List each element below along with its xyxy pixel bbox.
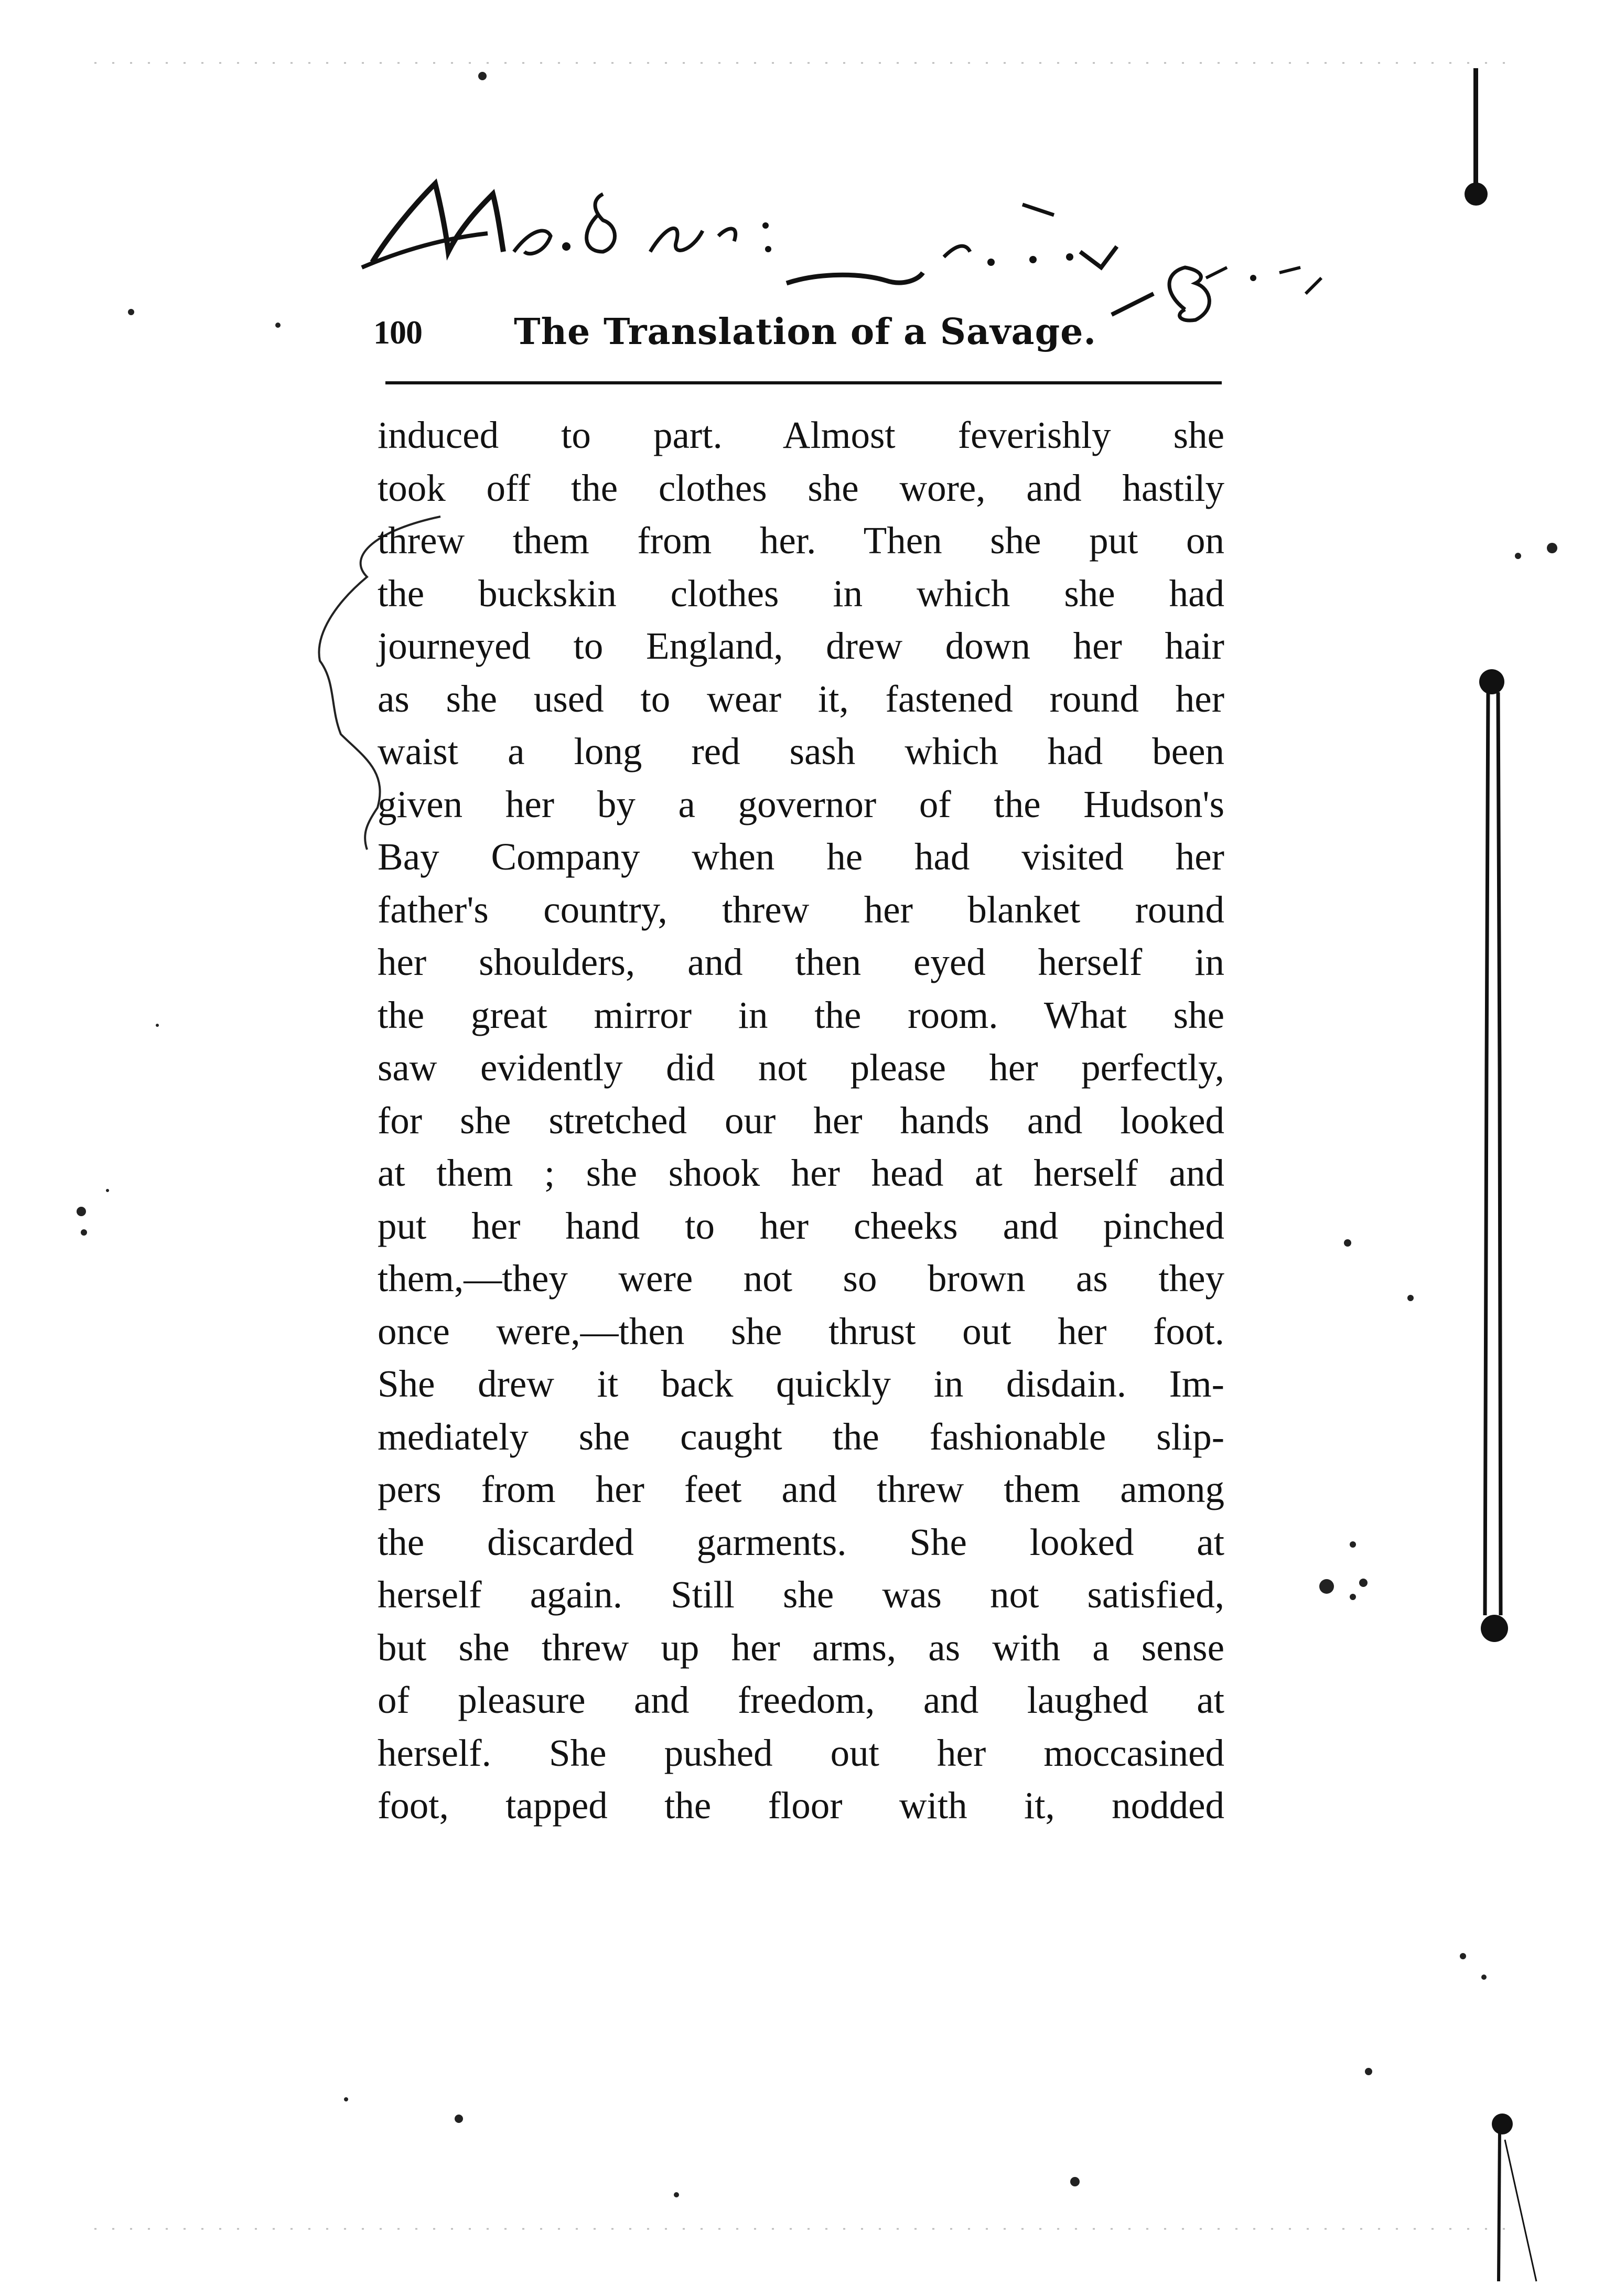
text-line: the buckskin clothes in which she had xyxy=(378,572,1224,615)
text-line: put her hand to her cheeks and pinched xyxy=(378,1204,1224,1247)
right-margin-bar-top xyxy=(1465,68,1488,206)
text-line: She drew it back quickly in disdain. Im- xyxy=(378,1362,1224,1405)
header-rule xyxy=(385,381,1222,384)
running-header xyxy=(367,307,1248,364)
right-margin-bar-middle xyxy=(1479,669,1508,1642)
text-line: mediately she caught the fashionable slip- xyxy=(378,1415,1224,1458)
text-line: her shoulders, and then eyed herself in xyxy=(378,941,1224,983)
body-text xyxy=(378,409,1224,1832)
text-line: at them ; she shook her head at herself and xyxy=(378,1152,1224,1194)
text-line: given her by a governor of the Hudson's xyxy=(378,782,1224,825)
text-line: the great mirror in the room. What she xyxy=(378,993,1224,1036)
text-line: waist a long red sash which had been xyxy=(378,730,1224,773)
text-line: herself again. Still she was not satisfied, xyxy=(378,1573,1224,1616)
text-line: threw them from her. Then she put on xyxy=(378,519,1224,562)
text-line: journeyed to England, drew down her hair xyxy=(378,625,1224,667)
text-line: them,—they were not so brown as they xyxy=(378,1257,1224,1300)
text-line: herself. She pushed out her moccasined xyxy=(378,1731,1224,1774)
text-line: of pleasure and freedom, and laughed at xyxy=(378,1679,1224,1721)
text-line: for she stretched our her hands and looked xyxy=(378,1099,1224,1142)
text-line: induced to part. Almost feverishly she xyxy=(378,414,1224,456)
page-number: 100 xyxy=(373,314,422,351)
text-line: Bay Company when he had visited her xyxy=(378,835,1224,878)
running-title: The Translation of a Savage. xyxy=(514,311,1097,353)
text-line: took off the clothes she wore, and hastily xyxy=(378,466,1224,509)
text-line: foot, tapped the floor with it, nodded xyxy=(378,1784,1224,1827)
text-line: father's country, threw her blanket round xyxy=(378,888,1224,931)
text-line: as she used to wear it, fastened round her xyxy=(378,677,1224,720)
right-margin-bar-bottom xyxy=(1492,2113,1536,2281)
text-line: the discarded garments. She looked at xyxy=(378,1520,1224,1563)
text-line: once were,—then she thrust out her foot. xyxy=(378,1310,1224,1353)
text-line: but she threw up her arms, as with a sense xyxy=(378,1626,1224,1669)
text-line: pers from her feet and threw them among xyxy=(378,1468,1224,1510)
text-line: saw evidently did not please her perfectly, xyxy=(378,1046,1224,1089)
